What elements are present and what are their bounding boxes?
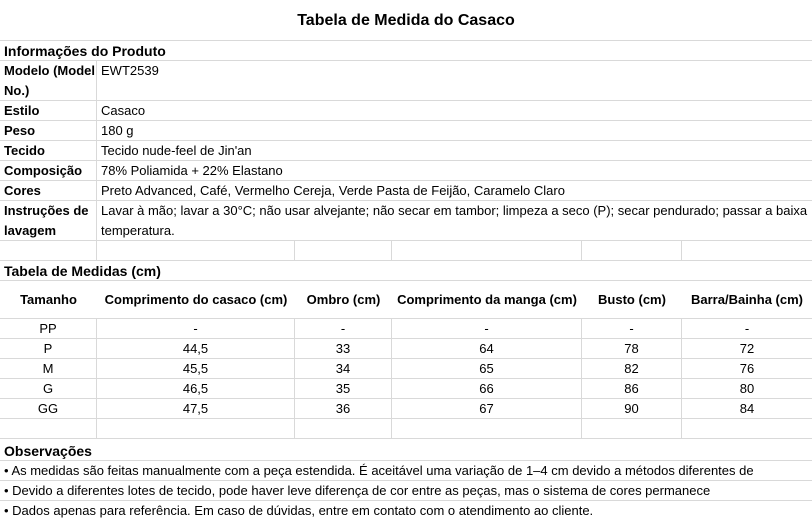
data-cell: 86 (582, 379, 682, 398)
product-label: Tecido (0, 141, 97, 160)
empty-cell (295, 241, 392, 260)
empty-cell (0, 419, 97, 438)
data-cell: 44,5 (97, 339, 295, 358)
data-cell: - (295, 319, 392, 338)
product-label: Modelo (Model No.) (0, 61, 97, 100)
product-row-weight (0, 121, 812, 141)
empty-cell (97, 241, 295, 260)
column-header: Busto (cm) (598, 292, 666, 307)
data-cell: 90 (582, 399, 682, 418)
measure-section-heading-row (0, 261, 812, 281)
empty-cell (582, 241, 682, 260)
title-row (0, 0, 812, 41)
measure-header-row (0, 281, 812, 319)
note-row (0, 461, 812, 481)
table-row (0, 359, 812, 379)
data-cell: 76 (739, 361, 755, 376)
data-cell: - (97, 319, 295, 338)
product-value: EWT2539 (101, 63, 159, 78)
table-row (0, 339, 812, 359)
product-label: Estilo (0, 101, 97, 120)
data-cell: 35 (295, 379, 392, 398)
product-label: Cores (0, 181, 97, 200)
data-cell: 33 (295, 339, 392, 358)
data-cell: 80 (739, 381, 755, 396)
data-cell: 66 (392, 379, 582, 398)
product-section-heading: Informações do Produto (4, 43, 166, 59)
table-row (0, 399, 812, 419)
data-cell: 46,5 (97, 379, 295, 398)
data-cell: 84 (739, 401, 755, 416)
size-cell: PP (0, 319, 97, 338)
product-label: Peso (0, 121, 97, 140)
column-header: Tamanho (20, 292, 77, 307)
product-value: 78% Poliamida + 22% Elastano (101, 163, 283, 178)
note-row (0, 481, 812, 501)
note-text: • Devido a diferentes lotes de tecido, pode haver leve diferença de cor entre as peças, mas o sistema de cores permanece (4, 483, 711, 498)
empty-cell (0, 241, 97, 260)
product-row-model (0, 61, 812, 101)
note-row (0, 501, 812, 521)
product-row-fabric (0, 141, 812, 161)
product-row-colors (0, 181, 812, 201)
product-row-washing (0, 201, 812, 241)
measure-section-heading: Tabela de Medidas (cm) (4, 263, 161, 279)
product-value: Lavar à mão; lavar a 30°C; não usar alvejante; não secar em tambor; limpeza a seco (P); secar pendurado; passar a baixa temperatura. (101, 203, 808, 238)
data-cell: 65 (392, 359, 582, 378)
product-value: Tecido nude-feel de Jin'an (101, 143, 252, 158)
data-cell: - (582, 319, 682, 338)
product-row-composition (0, 161, 812, 181)
empty-cell (392, 419, 582, 438)
spacer-row (0, 241, 812, 261)
product-section-heading-row (0, 41, 812, 61)
notes-heading: Observações (4, 443, 92, 459)
table-row (0, 319, 812, 339)
table-row (0, 379, 812, 399)
product-label: Instruções de lavagem (0, 201, 97, 240)
data-cell: - (744, 321, 750, 336)
data-cell: - (392, 319, 582, 338)
product-value: Preto Advanced, Café, Vermelho Cereja, Verde Pasta de Feijão, Caramelo Claro (101, 183, 565, 198)
size-cell: P (0, 339, 97, 358)
note-text: • Dados apenas para referência. Em caso de dúvidas, entre em contato com o atendimento ao cliente. (4, 503, 594, 518)
note-text: • As medidas são feitas manualmente com a peça estendida. É aceitável uma variação de 1–4 cm devido a métodos diferentes de (4, 463, 754, 478)
data-cell: 72 (739, 341, 755, 356)
product-label: Composição (0, 161, 97, 180)
column-header: Barra/Bainha (cm) (691, 292, 803, 307)
product-value: Casaco (101, 103, 146, 118)
column-header: Ombro (cm) (306, 292, 381, 307)
spacer-row (0, 419, 812, 439)
data-cell: 47,5 (97, 399, 295, 418)
product-row-style (0, 101, 812, 121)
sheet-title: Tabela de Medida do Casaco (297, 12, 515, 29)
empty-cell (392, 241, 582, 260)
size-cell: G (0, 379, 97, 398)
data-cell: 36 (295, 399, 392, 418)
empty-cell (582, 419, 682, 438)
empty-cell (295, 419, 392, 438)
product-value: 180 g (101, 123, 134, 138)
data-cell: 64 (392, 339, 582, 358)
size-cell: M (0, 359, 97, 378)
size-cell: GG (0, 399, 97, 418)
data-cell: 45,5 (97, 359, 295, 378)
data-cell: 78 (582, 339, 682, 358)
column-header: Comprimento do casaco (cm) (104, 292, 288, 307)
empty-cell (97, 419, 295, 438)
column-header: Comprimento da manga (cm) (397, 292, 577, 307)
data-cell: 67 (392, 399, 582, 418)
data-cell: 82 (582, 359, 682, 378)
notes-heading-row (0, 441, 812, 461)
data-cell: 34 (295, 359, 392, 378)
